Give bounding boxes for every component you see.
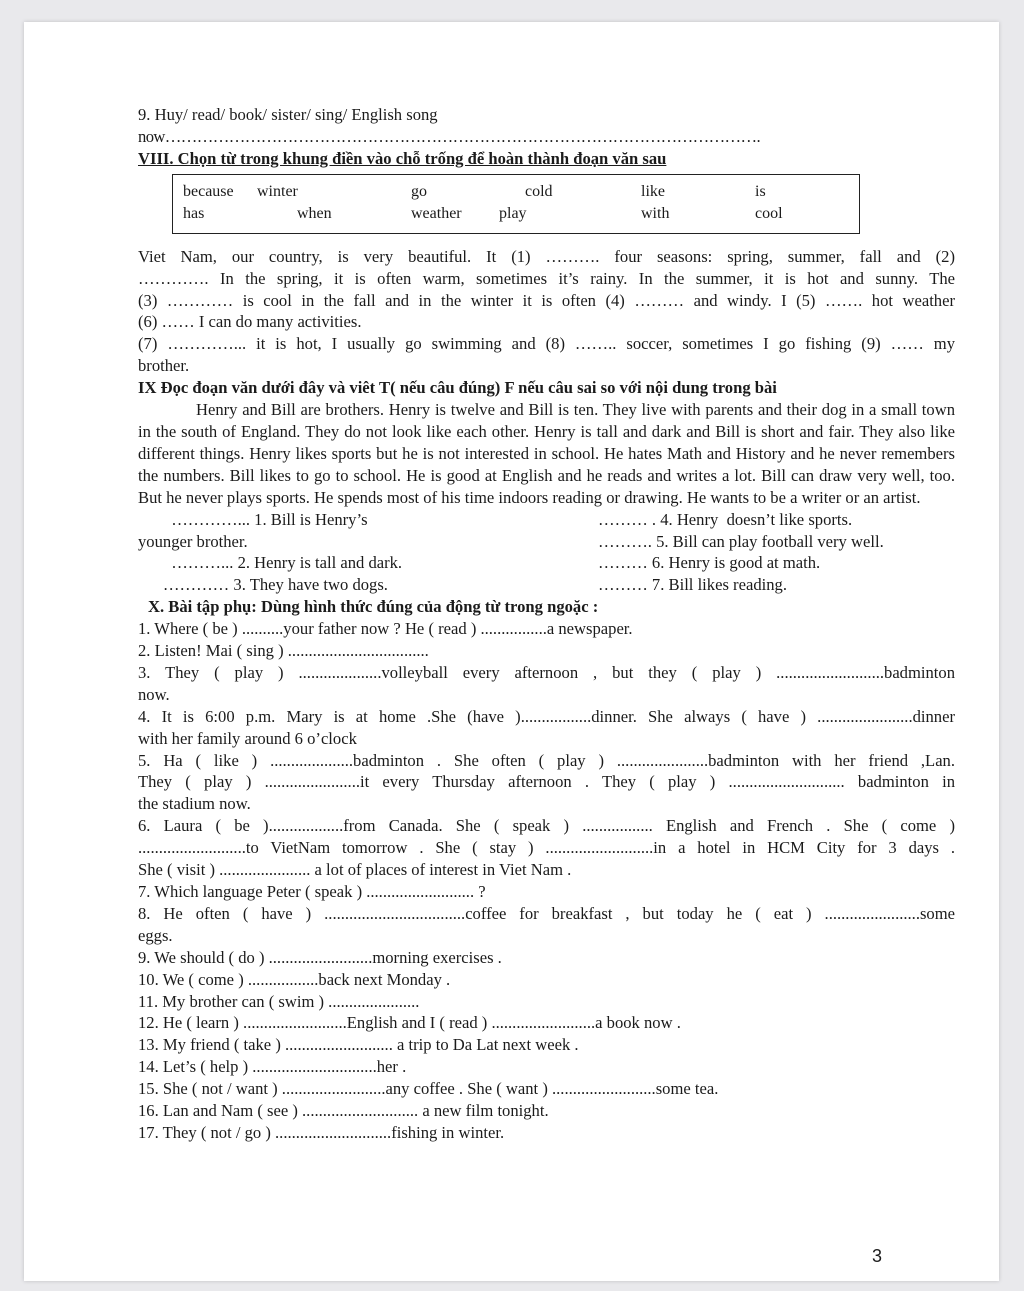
exercise-item: eggs.	[138, 925, 173, 945]
exercise-item: 14. Let’s ( help ) ..............................her .	[138, 1057, 407, 1077]
passage-line: brother.	[138, 356, 190, 376]
word-option: go	[411, 182, 427, 200]
statement: younger brother.	[138, 531, 248, 551]
word-option: play	[499, 204, 527, 222]
reading-passage: Henry and Bill are brothers. Henry is twelve and Bill is ten. They live with parents and their dog in a small town in the south of England. They do not look like each other. Henry is tall and dark and Bill is short and fair. They also like different things. Henry likes sports but he is not interested in school. He hates Math and History and he never remembers the numbers. Bill likes to go to school. He is good at English and he reads and writes a lot. Bill can draw very well, too. But he never plays sports. He spends most of his time indoors reading or drawing. He wants to be a writer or an artist.	[138, 400, 955, 507]
exercise-item: 13. My friend ( take ) .......................... a trip to Da Lat next week .	[138, 1035, 579, 1055]
word-option: when	[297, 204, 332, 222]
exercise-item: She ( visit ) ...................... a lot of places of interest in Viet Nam .	[138, 860, 572, 880]
passage-line: (7) …………... it is hot, I usually go swimming and (8) …….. soccer, sometimes I go fishing (9) …… my	[138, 334, 955, 354]
exercise-item: 4. It is 6:00 p.m. Mary is at home .She (have ).................dinner. She always ( have ) .......................dinner	[138, 706, 955, 726]
exercise-item: 16. Lan and Nam ( see ) ............................ a new film tonight.	[138, 1101, 549, 1121]
exercise-item: now.	[138, 684, 170, 704]
word-option: winter	[257, 182, 298, 200]
exercise-item: 11. My brother can ( swim ) ......................	[138, 991, 420, 1011]
exercise-item: 9. Huy/ read/ book/ sister/ sing/ English song	[138, 105, 438, 124]
exercise-item: 17. They ( not / go ) ............................fishing in winter.	[138, 1122, 505, 1142]
exercise-item: 8. He often ( have ) ..................................coffee for breakfast , but today he ( eat ) .......................some	[138, 903, 955, 923]
page-number: 3	[872, 1246, 883, 1266]
exercise-item: 5. Ha ( like ) ....................badminton . She often ( play ) ......................badminton with her friend ,Lan.	[138, 750, 955, 770]
word-option: cool	[755, 204, 783, 222]
word-option: has	[183, 204, 205, 222]
exercise-item: They ( play ) .......................it every Thursday afternoon . They ( play ) ............................ badminton in	[138, 772, 955, 792]
page-content	[138, 104, 955, 1144]
passage-line: (3) ………… is cool in the fall and in the winter it is often (4) ……… and windy. I (5) ……. hot weather	[138, 290, 955, 310]
statement: ……… 6. Henry is good at math.	[598, 553, 821, 573]
word-option: because	[183, 182, 234, 200]
exercise-item: 10. We ( come ) .................back next Monday .	[138, 969, 451, 989]
true-false-statements	[138, 509, 955, 597]
word-option: cold	[525, 182, 553, 200]
word-option: with	[641, 204, 670, 222]
word-box	[172, 174, 860, 234]
exercise-item: 15. She ( not / want ) .........................any coffee . She ( want ) .........................some tea.	[138, 1079, 719, 1099]
exercise-item: the stadium now.	[138, 794, 251, 814]
answer-line: now………………………………………………………………………………………………….	[138, 126, 761, 146]
exercise-item: 12. He ( learn ) .........................English and I ( read ) .........................a book now .	[138, 1013, 681, 1033]
exercise-item: with her family around 6 o’clock	[138, 728, 357, 748]
passage-line: (6) …… I can do many activities.	[138, 312, 362, 332]
word-option: weather	[411, 204, 462, 222]
document-page	[24, 22, 999, 1281]
exercise-item: 6. Laura ( be )..................from Canada. She ( speak ) ................. English and French . She ( come )	[138, 816, 955, 836]
exercise-item: 1. Where ( be ) ..........your father now ? He ( read ) ................a newspaper.	[138, 619, 633, 639]
statement: …………... 1. Bill is Henry’s	[138, 509, 368, 529]
section-9-title: IX Đọc đoạn văn dưới đây và viêt T( nếu câu đúng) F nếu câu sai so với nội dung trong bài	[138, 378, 777, 398]
statement: ………. 5. Bill can play football very well.	[598, 531, 884, 551]
section-8-title: VIII. Chọn từ trong khung điền vào chỗ trống để hoàn thành đoạn văn sau	[138, 148, 667, 168]
statement: ………… 3. They have two dogs.	[138, 575, 388, 595]
exercise-item: 9. We should ( do ) .........................morning exercises .	[138, 947, 502, 967]
exercise-item: ..........................to VietNam tomorrow . She ( stay ) ..........................in a hotel in HCM City for 3 days .	[138, 838, 955, 858]
passage-line: Viet Nam, our country, is very beautiful. It (1) ………. four seasons: spring, summer, fall and (2)	[138, 246, 955, 266]
exercise-item: 7. Which language Peter ( speak ) .......................... ?	[138, 882, 486, 901]
exercise-item: 3. They ( play ) ....................volleyball every afternoon , but they ( play ) ..........................badminton	[138, 662, 955, 682]
word-option: is	[755, 182, 766, 200]
statement: ……… . 4. Henry doesn’t like sports.	[598, 509, 853, 529]
word-option: like	[641, 182, 665, 200]
passage-line: …………. In the spring, it is often warm, sometimes it’s rainy. In the summer, it is hot and sunny. The	[138, 268, 955, 288]
exercise-item: 2. Listen! Mai ( sing ) ..................................	[138, 641, 429, 661]
statement: ……… 7. Bill likes reading.	[598, 575, 787, 595]
section-10-title: X. Bài tập phụ: Dùng hình thức đúng của động từ trong ngoặc :	[148, 597, 599, 617]
statement: ………... 2. Henry is tall and dark.	[138, 553, 403, 573]
